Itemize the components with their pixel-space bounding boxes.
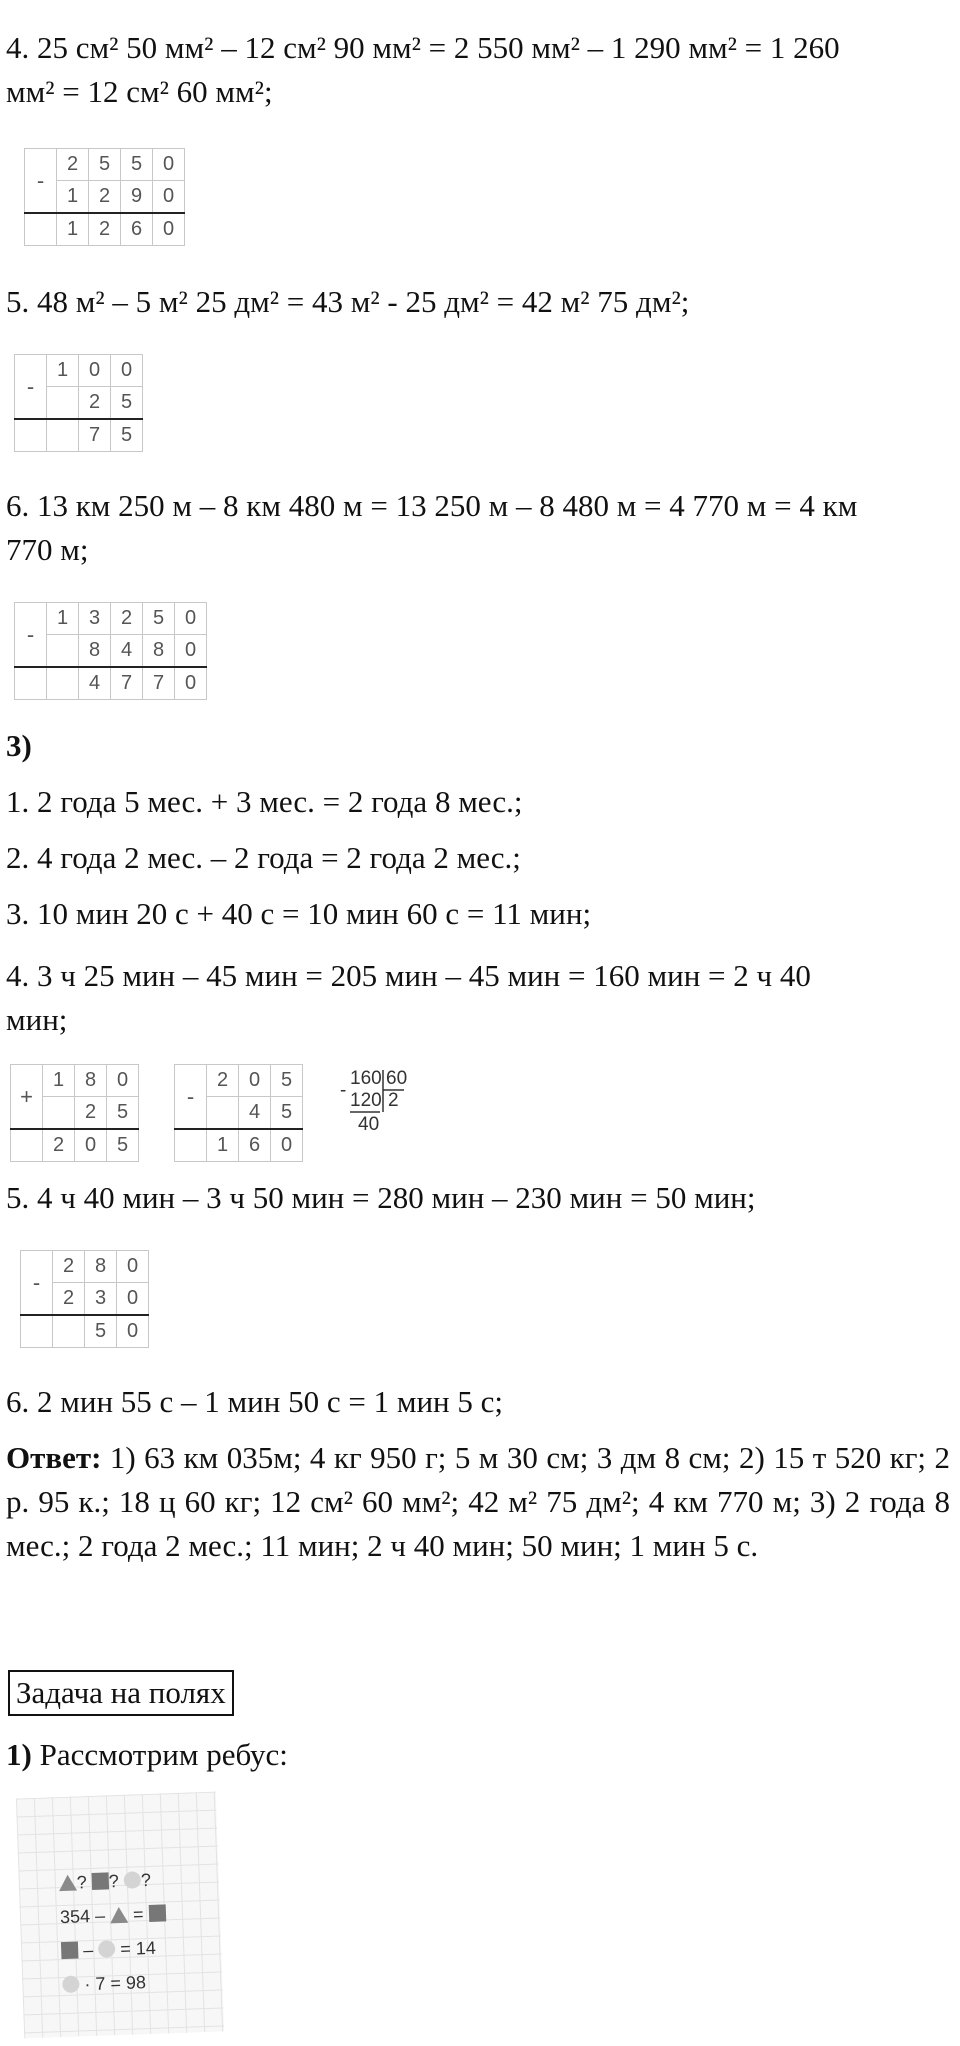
digit-cell <box>207 1097 239 1130</box>
digit-cell: 5 <box>271 1097 303 1130</box>
digit-cell: 2 <box>53 1283 85 1316</box>
result-cell: 7 <box>143 667 175 700</box>
digit-cell: 5 <box>121 149 153 181</box>
remainder: 40 <box>358 1114 380 1135</box>
item6-line1: 6. 13 км 250 м – 8 км 480 м = 13 250 м – 8 480 м = 4 770 м = 4 км <box>6 488 858 523</box>
result-cell: 6 <box>121 213 153 246</box>
s3-item1: 1. 2 года 5 мес. + 3 мес. = 2 года 8 мес.; <box>6 784 523 819</box>
digit-cell: 5 <box>107 1097 139 1130</box>
digit-cell: 8 <box>143 635 175 668</box>
s3-item6: 6. 2 мин 55 с – 1 мин 50 с = 1 мин 5 с; <box>6 1384 504 1419</box>
result-cell: 7 <box>79 419 111 452</box>
result-cell <box>47 667 79 700</box>
square-icon <box>148 1904 166 1922</box>
dividend: 160 <box>350 1068 382 1089</box>
digit-cell: 2 <box>207 1065 239 1097</box>
result-cell: 2 <box>89 213 121 246</box>
digit-cell: 0 <box>175 635 207 668</box>
s3-item4-line2: мин; <box>6 1002 68 1037</box>
section-3-heading: 3) <box>6 728 32 763</box>
digit-cell: 0 <box>239 1065 271 1097</box>
digit-cell: 0 <box>79 355 111 387</box>
circle-icon <box>98 1940 116 1958</box>
digit-cell: 0 <box>153 181 185 214</box>
result-cell: 7 <box>111 667 143 700</box>
digit-cell: 5 <box>271 1065 303 1097</box>
digit-cell: 8 <box>79 635 111 668</box>
square-icon <box>61 1941 79 1959</box>
item5-line1: 5. 48 м² – 5 м² 25 дм² = 43 м² - 25 дм² = 42 м² 75 дм²; <box>6 284 690 319</box>
digit-cell: 3 <box>85 1283 117 1316</box>
digit-cell: 2 <box>75 1097 107 1130</box>
digit-cell: 2 <box>57 149 89 181</box>
rebus-image <box>16 1792 224 2039</box>
long-division <box>340 1068 430 1158</box>
digit-cell: 1 <box>43 1065 75 1097</box>
operator-sign: + <box>11 1065 43 1130</box>
quotient: 2 <box>388 1090 399 1111</box>
result-cell <box>53 1315 85 1348</box>
digit-cell: 5 <box>89 149 121 181</box>
circle-icon <box>124 1871 142 1889</box>
digit-cell: 1 <box>47 355 79 387</box>
circle-icon <box>62 1975 80 1993</box>
s3-item4-column-addition <box>10 1064 139 1162</box>
digit-cell: 0 <box>117 1251 149 1283</box>
digit-cell: 2 <box>79 387 111 420</box>
result-cell: 0 <box>153 213 185 246</box>
margin-task-title: Задача на полях <box>8 1670 234 1716</box>
intro-number: 1) <box>6 1737 32 1772</box>
s3-item4-column-subtraction <box>174 1064 303 1162</box>
result-cell: 1 <box>207 1129 239 1162</box>
result-cell: 4 <box>79 667 111 700</box>
s3-item5-column-subtraction <box>20 1250 149 1348</box>
s3-item5-line1: 5. 4 ч 40 мин – 3 ч 50 мин = 280 мин – 230 мин = 50 мин; <box>6 1180 756 1215</box>
s3-item4-line1: 4. 3 ч 25 мин – 45 мин = 205 мин – 45 мин = 160 мин = 2 ч 40 <box>6 958 811 993</box>
digit-cell: 4 <box>239 1097 271 1130</box>
digit-cell: 1 <box>57 181 89 214</box>
digit-cell: 0 <box>107 1065 139 1097</box>
digit-cell: 3 <box>79 603 111 635</box>
result-cell: 0 <box>271 1129 303 1162</box>
item4-column-subtraction <box>24 148 185 246</box>
result-cell: 6 <box>239 1129 271 1162</box>
digit-cell <box>43 1097 75 1130</box>
digit-cell: 9 <box>121 181 153 214</box>
result-cell: 5 <box>107 1129 139 1162</box>
answer-text: 1) 63 км 035м; 4 кг 950 г; 5 м 30 см; 3 дм 8 см; 2) 15 т 520 кг; 2 р. 95 к.; 18 ц 60 кг; 12 см² 60 мм²; 42 м² 75 дм²; 4 км 770 м; 3) 2 года 8 мес.; 2 года 2 мес.; 11 мин; 2 ч 40 мин; 50 мин; 1 мин 5 с. <box>6 1440 951 1563</box>
digit-cell: 0 <box>175 603 207 635</box>
rebus-line-4: · 7 = 98 <box>62 1972 146 1996</box>
digit-cell: 2 <box>89 181 121 214</box>
result-cell: 0 <box>175 667 207 700</box>
result-cell: 5 <box>85 1315 117 1348</box>
digit-cell: 5 <box>111 387 143 420</box>
triangle-icon <box>59 1874 78 1891</box>
digit-cell: 0 <box>111 355 143 387</box>
operator-sign: - <box>25 149 57 214</box>
digit-cell <box>47 635 79 668</box>
result-cell: 0 <box>117 1315 149 1348</box>
intro-text: Рассмотрим ребус: <box>39 1737 288 1772</box>
rebus-line-3: – = 14 <box>61 1938 156 1962</box>
rebus-line-1: ? ? ? <box>59 1870 152 1894</box>
result-cell: 2 <box>43 1129 75 1162</box>
item4-line1: 4. 25 см² 50 мм² – 12 см² 90 мм² = 2 550 мм² – 1 290 мм² = 1 260 <box>6 30 840 65</box>
margin-task-intro <box>6 1733 954 1777</box>
digit-cell: 0 <box>117 1283 149 1316</box>
operator-sign: - <box>15 355 47 420</box>
digit-cell: 0 <box>153 149 185 181</box>
division-lines <box>340 1068 430 1158</box>
digit-cell: 4 <box>111 635 143 668</box>
item4-line2: мм² = 12 см² 60 мм²; <box>6 74 273 109</box>
digit-cell: 2 <box>53 1251 85 1283</box>
operator-sign: - <box>21 1251 53 1316</box>
partial-product: 120 <box>350 1090 382 1111</box>
rebus-line-2: 354 – = <box>60 1903 166 1928</box>
minus-sign: - <box>340 1080 347 1101</box>
operator-sign: - <box>175 1065 207 1130</box>
square-icon <box>92 1872 110 1890</box>
item5-column-subtraction <box>14 354 143 452</box>
digit-cell: 1 <box>47 603 79 635</box>
answer-paragraph <box>6 1436 950 1568</box>
divisor: 60 <box>386 1068 408 1089</box>
result-cell <box>47 419 79 452</box>
digit-cell <box>47 387 79 420</box>
result-cell: 1 <box>57 213 89 246</box>
digit-cell: 8 <box>75 1065 107 1097</box>
item6-line2: 770 м; <box>6 532 89 567</box>
digit-cell: 2 <box>111 603 143 635</box>
item6-column-subtraction <box>14 602 207 700</box>
triangle-icon <box>110 1907 129 1924</box>
s3-item2: 2. 4 года 2 мес. – 2 года = 2 года 2 мес.; <box>6 840 521 875</box>
digit-cell: 5 <box>143 603 175 635</box>
result-cell: 5 <box>111 419 143 452</box>
result-cell: 0 <box>75 1129 107 1162</box>
answer-label: Ответ: <box>6 1440 102 1475</box>
s3-item3: 3. 10 мин 20 с + 40 с = 10 мин 60 с = 11 мин; <box>6 896 592 931</box>
digit-cell: 8 <box>85 1251 117 1283</box>
operator-sign: - <box>15 603 47 668</box>
